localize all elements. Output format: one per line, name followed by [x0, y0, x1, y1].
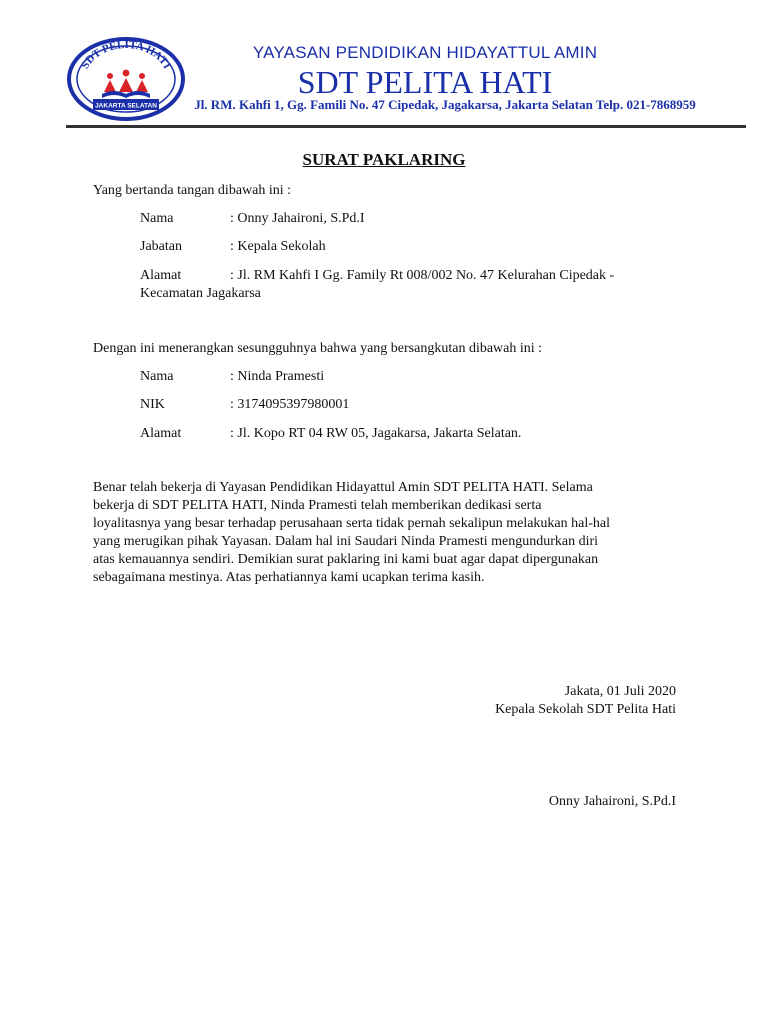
subject-name-value: : Ninda Pramesti — [230, 369, 325, 384]
signer-address-continuation: Kecamatan Jagakarsa — [140, 286, 261, 301]
signer-position-label: Jabatan — [140, 239, 182, 254]
body-line: Benar telah bekerja di Yayasan Pendidikan Hidayattul Amin SDT PELITA HATI. Selama — [93, 480, 593, 495]
signer-position-value: : Kepala Sekolah — [230, 239, 326, 254]
body-line: sebagaimana mestinya. Atas perhatiannya kami ucapkan terima kasih. — [93, 570, 485, 585]
body-line: atas kemauannya sendiri. Demikian surat paklaring ini kami buat agar dapat dipergunakan — [93, 552, 599, 567]
school-name: SDT PELITA HATI — [297, 64, 553, 100]
subject-nik-value: : 3174095397980001 — [230, 397, 350, 412]
place-date: Jakata, 01 Juli 2020 — [564, 684, 676, 699]
signer-address-label: Alamat — [140, 268, 182, 283]
signer-name-value: : Onny Jahaironi, S.Pd.I — [230, 211, 365, 226]
intro-text: Yang bertanda tangan dibawah ini : — [93, 183, 292, 198]
signer-role: Kepala Sekolah SDT Pelita Hati — [495, 702, 676, 717]
letter-title: SURAT PAKLARING — [302, 150, 466, 169]
logo-arc-text: SDT PELITA HATI — [79, 38, 173, 72]
body-line: loyalitasnya yang besar terhadap perusahaan serta tidak pernah sekalipun melakukan hal-hal — [93, 516, 611, 531]
body-paragraph — [93, 479, 693, 587]
subject-address-label: Alamat — [140, 426, 182, 441]
statement-text: Dengan ini menerangkan sesungguhnya bahwa yang bersangkutan dibawah ini : — [93, 341, 543, 356]
header-divider — [66, 125, 746, 128]
foundation-name: YAYASAN PENDIDIKAN HIDAYATTUL AMIN — [252, 43, 598, 62]
body-line: bekerja di SDT PELITA HATI, Ninda Pramesti telah memberikan dedikasi serta — [93, 498, 542, 513]
signature-name: Onny Jahaironi, S.Pd.I — [548, 794, 676, 809]
signer-name-label: Nama — [140, 211, 174, 226]
school-logo — [66, 36, 186, 122]
body-line: yang merugikan pihak Yayasan. Dalam hal ini Saudari Ninda Pramesti mengundurkan diri — [93, 534, 599, 549]
signer-address-value: : Jl. RM Kahfi I Gg. Family Rt 008/002 No. 47 Kelurahan Cipedak - — [230, 268, 615, 283]
subject-address-value: : Jl. Kopo RT 04 RW 05, Jagakarsa, Jakarta Selatan. — [230, 426, 522, 441]
logo-ribbon-text: JAKARTA SELATAN — [95, 102, 157, 110]
subject-name-label: Nama — [140, 369, 174, 384]
school-address: Jl. RM. Kahfi 1, Gg. Famili No. 47 Cipedak, Jagakarsa, Jakarta Selatan Telp. 021-7868959 — [194, 97, 696, 112]
subject-nik-label: NIK — [140, 397, 165, 412]
